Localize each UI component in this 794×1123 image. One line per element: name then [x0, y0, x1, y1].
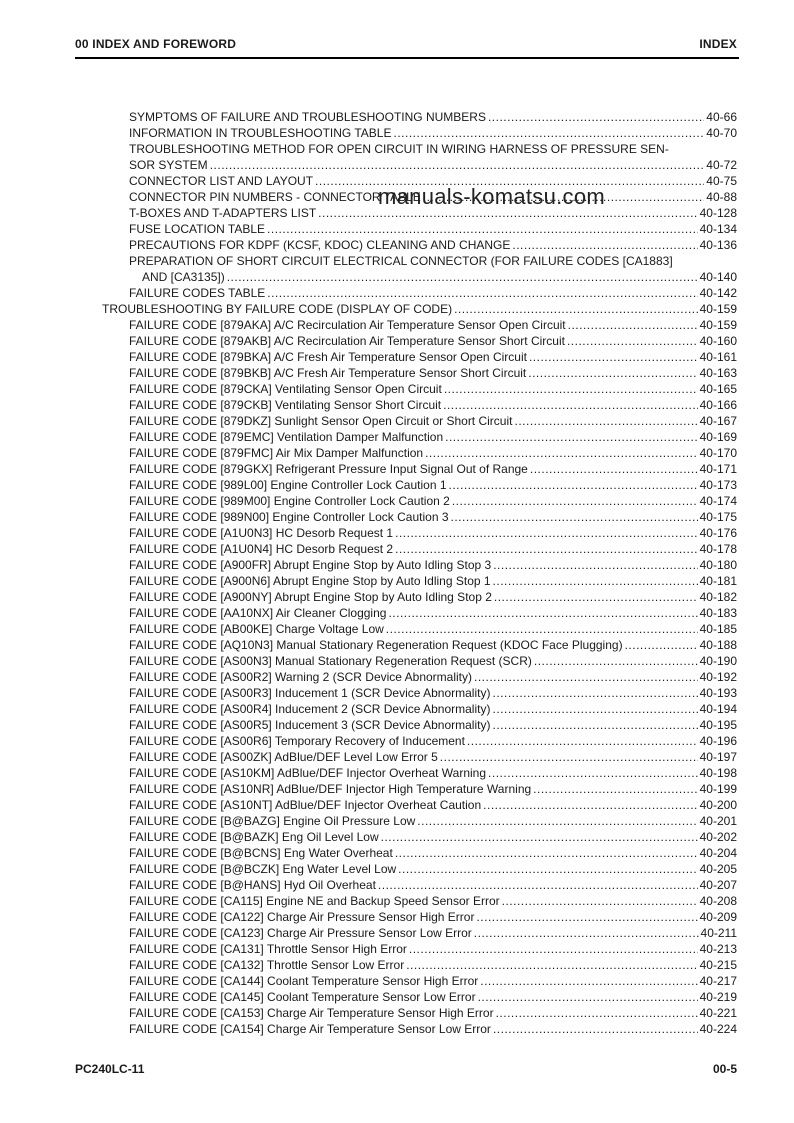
toc-entry — [129, 477, 737, 493]
toc-entry-page: 40-163 — [699, 366, 737, 380]
toc-leader-dots — [210, 157, 705, 173]
toc-entry-title: FAILURE CODE [AS00R5] Inducement 3 (SCR Device Abnormality) — [129, 718, 491, 732]
toc-entry — [129, 877, 737, 893]
toc-entry-page: 40-75 — [706, 174, 737, 188]
toc-entry-title: FAILURE CODE [879FMC] Air Mix Damper Malfunction — [129, 446, 424, 460]
toc-leader-dots — [474, 925, 699, 941]
toc-leader-dots — [625, 637, 698, 653]
header-index-label: INDEX — [699, 37, 737, 51]
toc-leader-dots — [492, 701, 697, 717]
toc-entry-title: SYMPTOMS OF FAILURE AND TROUBLESHOOTING NUMBERS — [129, 110, 486, 124]
toc-entry — [129, 525, 737, 541]
toc-entry-page: 40-192 — [699, 670, 737, 684]
toc-entry-title: FAILURE CODE [879BKB] A/C Fresh Air Temperature Sensor Short Circuit — [129, 366, 527, 380]
toc-entry — [129, 381, 737, 397]
toc-leader-dots — [478, 989, 698, 1005]
toc-entry-page: 40-140 — [699, 270, 737, 284]
toc-entry-title: CONNECTOR PIN NUMBERS - CONNECTOR TABLE — [129, 190, 421, 204]
toc-entry — [129, 1005, 737, 1021]
toc-entry — [129, 813, 737, 829]
toc-entry-title: FAILURE CODE [AS00R4] Inducement 2 (SCR Device Abnormality) — [129, 702, 491, 716]
toc-leader-dots — [445, 429, 697, 445]
toc-entry — [129, 413, 737, 429]
toc-entry-page: 40-219 — [699, 990, 737, 1004]
toc-entry-title: FAILURE CODE [AS10NT] AdBlue/DEF Injector Overheat Caution — [129, 798, 482, 812]
toc-leader-dots — [378, 877, 698, 893]
toc-entry-page: 40-70 — [706, 126, 737, 140]
toc-entry-page: 40-185 — [699, 622, 737, 636]
toc-leader-dots — [492, 717, 697, 733]
toc-entry-page: 40-88 — [706, 190, 737, 204]
toc-entry-title: FAILURE CODE [AS00R6] Temporary Recovery of Inducement — [129, 734, 465, 748]
toc-leader-dots — [528, 365, 697, 381]
toc-entry-title: AND [CA3135]) — [142, 270, 225, 284]
toc-entry-title: FAILURE CODE [A900NY] Abrupt Engine Stop by Auto Idling Stop 2 — [129, 590, 492, 604]
toc-entry-title: FAILURE CODE [CA153] Charge Air Temperature Sensor High Error — [129, 1006, 494, 1020]
toc-entry-title: FAILURE CODE [CA115] Engine NE and Backup Speed Sensor Error — [129, 894, 500, 908]
toc-entry — [129, 557, 737, 573]
toc-entry-page: 40-161 — [699, 350, 737, 364]
toc-entry-page: 40-209 — [699, 910, 737, 924]
toc-entry-title: PRECAUTIONS FOR KDPF (KCSF, KDOC) CLEANING AND CHANGE — [129, 238, 511, 252]
toc-entry — [129, 781, 737, 797]
toc-entry-title: FAILURE CODE [AS10NR] AdBlue/DEF Injector High Temperature Warning — [129, 782, 532, 796]
toc-entry-title: PREPARATION OF SHORT CIRCUIT ELECTRICAL CONNECTOR (FOR FAILURE CODES [CA1883] — [129, 254, 673, 268]
toc-leader-dots — [533, 781, 697, 797]
header-section-title: 00 INDEX AND FOREWORD — [75, 37, 237, 51]
toc-entry — [129, 925, 737, 941]
toc-entry — [129, 893, 737, 909]
toc-entry-page: 40-183 — [699, 606, 737, 620]
toc-entry-page: 40-197 — [699, 750, 737, 764]
toc-entry — [129, 493, 737, 509]
toc-leader-dots — [493, 557, 697, 573]
toc-leader-dots — [502, 893, 698, 909]
toc-entry-title: FAILURE CODE [CA132] Throttle Sensor Low Error — [129, 958, 405, 972]
toc-leader-dots — [474, 669, 698, 685]
toc-entry-title: FAILURE CODE [CA122] Charge Air Pressure Sensor High Error — [129, 910, 475, 924]
toc-entry-title: FAILURE CODE [A1U0N3] HC Desorb Request 1 — [129, 526, 394, 540]
toc-leader-dots — [393, 125, 704, 141]
toc-entry — [129, 637, 737, 653]
toc-entry-page: 40-170 — [699, 446, 737, 460]
toc-entry-page: 40-66 — [706, 110, 737, 124]
toc-entry-page: 40-221 — [699, 1006, 737, 1020]
toc-leader-dots — [398, 861, 697, 877]
toc-entry — [142, 269, 737, 285]
toc-entry-page: 40-205 — [699, 862, 737, 876]
toc-leader-dots — [409, 941, 698, 957]
toc-leader-dots — [530, 461, 698, 477]
toc-leader-dots — [568, 317, 698, 333]
toc-entry — [129, 573, 737, 589]
toc-leader-dots — [492, 685, 697, 701]
toc-leader-dots — [480, 973, 697, 989]
toc-entry-page: 40-182 — [699, 590, 737, 604]
toc-entry-title: FAILURE CODE [879BKA] A/C Fresh Air Temperature Sensor Open Circuit — [129, 350, 527, 364]
toc-leader-dots — [406, 957, 697, 973]
toc-entry-page: 40-199 — [699, 782, 737, 796]
toc-entry-page: 40-178 — [699, 542, 737, 556]
toc-leader-dots — [534, 653, 698, 669]
toc-entry — [129, 109, 737, 125]
toc-entry-page: 40-134 — [699, 222, 737, 236]
toc-entry-title: FAILURE CODE [B@BAZK] Eng Oil Level Low — [129, 830, 379, 844]
toc-entry-title: FAILURE CODE [CA154] Charge Air Temperature Sensor Low Error — [129, 1022, 491, 1036]
toc-leader-dots — [567, 333, 698, 349]
toc-leader-dots — [512, 237, 697, 253]
toc-entry-page: 40-176 — [699, 526, 737, 540]
toc-entry — [129, 717, 737, 733]
toc-leader-dots — [483, 797, 697, 813]
toc-leader-dots — [386, 621, 698, 637]
toc-entry-title: FAILURE CODE [AB00KE] Charge Voltage Low — [129, 622, 384, 636]
toc-entry-page: 40-217 — [699, 974, 737, 988]
toc-entry-page: 40-180 — [699, 558, 737, 572]
toc-entry — [129, 141, 737, 157]
toc-entry-title: FAILURE CODE [A1U0N4] HC Desorb Request 2 — [129, 542, 394, 556]
toc-entry-title: FAILURE CODE [AS00R3] Inducement 1 (SCR Device Abnormality) — [129, 686, 491, 700]
toc-entry-title: T-BOXES AND T-ADAPTERS LIST — [129, 206, 317, 220]
toc-entry — [129, 845, 737, 861]
toc-entry-page: 40-204 — [699, 846, 737, 860]
toc-entry-page: 40-202 — [699, 830, 737, 844]
toc-entry — [129, 621, 737, 637]
toc-leader-dots — [440, 749, 698, 765]
toc-leader-dots — [488, 765, 698, 781]
toc-entry — [129, 605, 737, 621]
toc-entry — [129, 1021, 737, 1037]
toc-leader-dots — [452, 493, 698, 509]
toc-leader-dots — [488, 109, 704, 125]
toc-entry — [102, 301, 737, 317]
toc-entry-title: CONNECTOR LIST AND LAYOUT — [129, 174, 314, 188]
toc-entry — [129, 765, 737, 781]
header-divider — [75, 57, 739, 59]
footer-page-number: 00-5 — [712, 1062, 737, 1076]
toc-entry — [129, 733, 737, 749]
toc-leader-dots — [451, 509, 698, 525]
toc-entry — [129, 701, 737, 717]
toc-entry — [129, 317, 737, 333]
toc-entry-title: FAILURE CODE [AS00N3] Manual Stationary Regeneration Request (SCR) — [129, 654, 532, 668]
toc-entry-page: 40-213 — [699, 942, 737, 956]
toc-entry — [129, 349, 737, 365]
toc-entry — [129, 653, 737, 669]
toc-entry — [129, 909, 737, 925]
toc-entry-page: 40-201 — [699, 814, 737, 828]
toc-entry-page: 40-166 — [699, 398, 737, 412]
toc-entry-page: 40-188 — [699, 638, 737, 652]
toc-entry-title: FAILURE CODE [AS00ZK] AdBlue/DEF Level Low Error 5 — [129, 750, 438, 764]
toc-entry — [129, 429, 737, 445]
toc-leader-dots — [395, 541, 698, 557]
toc-leader-dots — [443, 397, 697, 413]
toc-leader-dots — [454, 301, 698, 317]
toc-entry — [129, 989, 737, 1005]
toc-entry-page: 40-194 — [699, 702, 737, 716]
toc-entry-title: FAILURE CODE [879AKA] A/C Recirculation Air Temperature Sensor Open Circuit — [129, 318, 566, 332]
toc-entry-title: FAILURE CODE [CA131] Throttle Sensor High Error — [129, 942, 407, 956]
toc-leader-dots — [476, 909, 697, 925]
toc-entry-title: FAILURE CODE [B@BCZK] Eng Water Level Low — [129, 862, 397, 876]
toc-entry — [129, 973, 737, 989]
toc-entry-page: 40-175 — [699, 510, 737, 524]
toc-leader-dots — [417, 813, 697, 829]
toc-entry-title: INFORMATION IN TROUBLESHOOTING TABLE — [129, 126, 392, 140]
toc-entry-page: 40-224 — [699, 1022, 737, 1036]
watermark-text: manuals-komatsu.com — [378, 184, 605, 209]
toc-entry — [129, 541, 737, 557]
toc-entry — [129, 445, 737, 461]
toc-entry — [129, 221, 737, 237]
toc-entry-page: 40-159 — [699, 318, 737, 332]
toc-leader-dots — [267, 221, 698, 237]
toc-leader-dots — [496, 1005, 698, 1021]
toc-entry-page: 40-190 — [699, 654, 737, 668]
toc-leader-dots — [425, 445, 698, 461]
toc-entry-title: FAILURE CODE [A900N6] Abrupt Engine Stop by Auto Idling Stop 1 — [129, 574, 491, 588]
toc-entry-page: 40-208 — [699, 894, 737, 908]
toc-entry — [129, 957, 737, 973]
toc-entry-page: 40-207 — [699, 878, 737, 892]
toc-entry-page: 40-142 — [699, 286, 737, 300]
toc-entry — [129, 861, 737, 877]
toc-entry-title: FAILURE CODE [879EMC] Ventilation Damper Malfunction — [129, 430, 444, 444]
toc-entry-title: FAILURE CODE [A900FR] Abrupt Engine Stop by Auto Idling Stop 3 — [129, 558, 492, 572]
toc-entry — [129, 941, 737, 957]
toc-entry — [129, 237, 737, 253]
toc-entry — [129, 157, 737, 173]
toc-leader-dots — [395, 525, 698, 541]
toc-entry-page: 40-165 — [699, 382, 737, 396]
toc-entry-page: 40-171 — [699, 462, 737, 476]
toc-leader-dots — [493, 1021, 698, 1037]
toc-entry-page: 40-169 — [699, 430, 737, 444]
toc-leader-dots — [493, 573, 698, 589]
toc-entry — [129, 829, 737, 845]
toc-entry — [129, 125, 737, 141]
toc-entry — [129, 589, 737, 605]
toc-entry — [129, 669, 737, 685]
toc-entry-title: FAILURE CODE [CA123] Charge Air Pressure Sensor Low Error — [129, 926, 472, 940]
toc-entry-page: 40-196 — [699, 734, 737, 748]
toc-entry — [129, 461, 737, 477]
toc-leader-dots — [529, 349, 698, 365]
toc-entry-page: 40-173 — [699, 478, 737, 492]
toc-entry — [129, 253, 737, 269]
toc-entry — [129, 397, 737, 413]
toc-entry-title: TROUBLESHOOTING METHOD FOR OPEN CIRCUIT IN WIRING HARNESS OF PRESSURE SEN- — [129, 142, 669, 156]
toc-entry-title: FAILURE CODE [CA144] Coolant Temperature Sensor High Error — [129, 974, 479, 988]
toc-entry-page: 40-159 — [699, 302, 737, 316]
toc-leader-dots — [449, 477, 698, 493]
toc-entry-title: FAILURE CODE [879DKZ] Sunlight Sensor Open Circuit or Short Circuit — [129, 414, 513, 428]
toc-entry-title: FAILURE CODE [989L00] Engine Controller Lock Caution 1 — [129, 478, 447, 492]
toc-entry-title: FAILURE CODE [AS10KM] AdBlue/DEF Injector Overheat Warning — [129, 766, 487, 780]
toc-leader-dots — [381, 829, 698, 845]
toc-entry-title: FAILURE CODES TABLE — [129, 286, 266, 300]
toc-leader-dots — [388, 605, 697, 621]
toc-entry-title: TROUBLESHOOTING BY FAILURE CODE (DISPLAY OF CODE) — [102, 302, 453, 316]
toc-entry-title: FAILURE CODE [879AKB] A/C Recirculation Air Temperature Sensor Short Circuit — [129, 334, 565, 348]
toc-entry-page: 40-72 — [706, 158, 737, 172]
toc-entry-title: FAILURE CODE [B@BAZG] Engine Oil Pressure Low — [129, 814, 416, 828]
toc-entry-page: 40-215 — [699, 958, 737, 972]
toc-entry-title: FAILURE CODE [CA145] Coolant Temperature Sensor Low Error — [129, 990, 476, 1004]
toc-entry — [129, 685, 737, 701]
toc-entry — [129, 749, 737, 765]
toc-entry-title: FAILURE CODE [879CKB] Ventilating Sensor Short Circuit — [129, 398, 442, 412]
toc-entry-page: 40-167 — [699, 414, 737, 428]
toc-leader-dots — [444, 381, 698, 397]
toc-entry-title: FAILURE CODE [AS00R2] Warning 2 (SCR Device Abnormality) — [129, 670, 473, 684]
toc-entry-title: FAILURE CODE [989M00] Engine Controller Lock Caution 2 — [129, 494, 450, 508]
toc-leader-dots — [395, 845, 698, 861]
toc-entry-title: FAILURE CODE [879GKX] Refrigerant Pressure Input Signal Out of Range — [129, 462, 528, 476]
toc-entry-page: 40-174 — [699, 494, 737, 508]
toc-entry-page: 40-211 — [700, 926, 737, 940]
toc-entry-title: FAILURE CODE [AQ10N3] Manual Stationary Regeneration Request (KDOC Face Plugging) — [129, 638, 623, 652]
toc-leader-dots — [514, 413, 697, 429]
toc-entry-page: 40-181 — [699, 574, 737, 588]
toc-leader-dots — [494, 589, 698, 605]
toc-entry — [129, 333, 737, 349]
toc-entry-page: 40-128 — [699, 206, 737, 220]
toc-entry-title: SOR SYSTEM — [129, 158, 208, 172]
toc-entry-page: 40-195 — [699, 718, 737, 732]
toc-entry-page: 40-136 — [699, 238, 737, 252]
toc-leader-dots — [227, 269, 698, 285]
toc-entry-page: 40-160 — [699, 334, 737, 348]
toc-entry — [129, 365, 737, 381]
toc-leader-dots — [267, 285, 697, 301]
footer-model: PC240LC-11 — [75, 1062, 145, 1076]
toc-entry-title: FAILURE CODE [AA10NX] Air Cleaner Clogging — [129, 606, 387, 620]
toc-entry-page: 40-198 — [699, 766, 737, 780]
toc-entry — [129, 285, 737, 301]
toc-entry-title: FAILURE CODE [989N00] Engine Controller Lock Caution 3 — [129, 510, 449, 524]
toc-entry-page: 40-200 — [699, 798, 737, 812]
toc-entry-title: FAILURE CODE [879CKA] Ventilating Sensor Open Circuit — [129, 382, 442, 396]
toc-entry-title: FUSE LOCATION TABLE — [129, 222, 266, 236]
toc-leader-dots — [467, 733, 698, 749]
toc-entry — [129, 797, 737, 813]
toc-entry-title: FAILURE CODE [B@HANS] Hyd Oil Overheat — [129, 878, 376, 892]
toc-entry-page: 40-193 — [699, 686, 737, 700]
toc-entry — [129, 509, 737, 525]
toc-entry-title: FAILURE CODE [B@BCNS] Eng Water Overheat — [129, 846, 393, 860]
